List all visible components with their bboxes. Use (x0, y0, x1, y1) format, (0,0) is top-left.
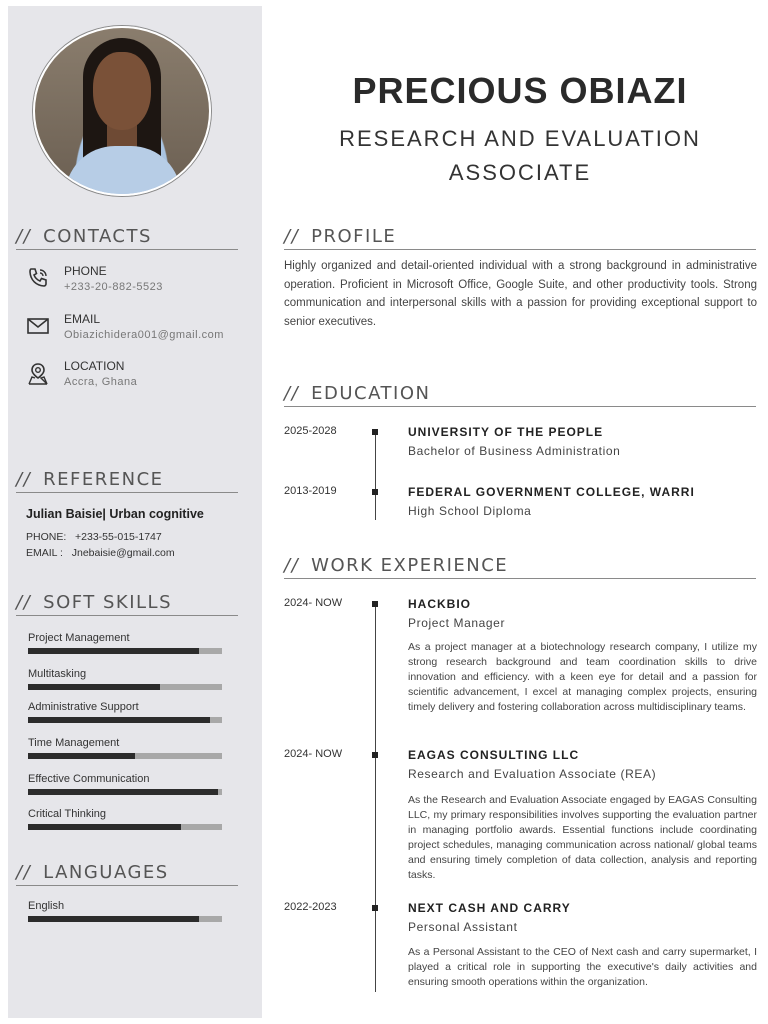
timeline-dot (372, 429, 378, 435)
languages-heading (16, 862, 238, 886)
contact-phone-value[interactable]: +233-20-882-5523 (64, 281, 163, 293)
profile-heading (284, 226, 756, 250)
skill-label: Project Management (28, 632, 130, 644)
language-label: English (28, 900, 65, 912)
work-company: NEXT CASH AND CARRY (408, 901, 571, 915)
work-position: Project Manager (408, 616, 506, 630)
work-position: Personal Assistant (408, 920, 518, 934)
timeline-dot (372, 905, 378, 911)
work-title: WORK EXPERIENCE (311, 555, 509, 576)
heading-slash: // (284, 383, 300, 404)
heading-slash: // (284, 226, 300, 247)
skill-bar (28, 648, 222, 654)
work-company: HACKBIO (408, 597, 471, 611)
education-date: 2013-2019 (284, 485, 337, 497)
heading-slash: // (16, 862, 32, 883)
timeline-dot (372, 489, 378, 495)
skill-bar-fill (28, 717, 210, 723)
skill-label: Effective Communication (28, 773, 150, 785)
location-icon (26, 362, 50, 386)
education-date: 2025-2028 (284, 425, 337, 437)
reference-phone-label: PHONE: (26, 531, 67, 543)
skill-bar-fill (28, 824, 181, 830)
contacts-title: CONTACTS (43, 226, 152, 247)
profile-text: Highly organized and detail-oriented individual with a strong background in administrative operation. Proficient in Microsoft Office, Google Suite, and other productivity tools. Strong communication and interpersonal skills with a passion for providing exceptional support to senior executives. (284, 260, 757, 328)
timeline-dot (372, 752, 378, 758)
work-heading (284, 555, 756, 579)
skill-bar (28, 753, 222, 759)
work-description: As a project manager at a biotechnology research company, I utilize my strong research background and team coordination skills to drive innovation and efficiency. with a keen eye for detail and a passion for scientific advancement, I excel at managing complex projects, ensuring timely delivery and fostering collaboration across multidisciplinary teams. (408, 641, 757, 713)
education-degree: High School Diploma (408, 504, 532, 518)
work-date: 2022-2023 (284, 901, 337, 913)
reference-heading (16, 469, 238, 493)
education-timeline (375, 430, 376, 520)
contact-location-value: Accra, Ghana (64, 376, 138, 388)
heading-slash: // (16, 226, 32, 247)
work-description: As the Research and Evaluation Associate engaged by EAGAS Consulting LLC, my primary responsibilities involves supporting the evaluation partner in managing portfolio awards. Essential functions include coordinating project schedules, managing communication across national/ global teams and ensuring timely completion of data collection, analysis and reporting tasks. (408, 794, 757, 881)
reference-email-label: EMAIL : (26, 547, 63, 559)
contact-email-label: EMAIL (64, 312, 101, 326)
work-timeline (375, 602, 376, 992)
education-institution: UNIVERSITY OF THE PEOPLE (408, 425, 604, 439)
heading-slash: // (16, 592, 32, 613)
reference-email-row (26, 547, 175, 559)
job-title-line: RESEARCH AND EVALUATION (339, 126, 701, 151)
profile-title: PROFILE (311, 226, 397, 247)
contact-phone-label: PHONE (64, 264, 107, 278)
profile-photo (33, 26, 211, 196)
phone-icon (26, 266, 50, 290)
heading-slash: // (16, 469, 32, 490)
skill-label: Administrative Support (28, 701, 139, 713)
reference-email[interactable]: Jnebaisie@gmail.com (71, 547, 175, 559)
skill-label: Time Management (28, 737, 120, 749)
work-date: 2024- NOW (284, 748, 343, 760)
soft-skills-title: SOFT SKILLS (43, 592, 173, 613)
work-date: 2024- NOW (284, 597, 343, 609)
skill-bar-fill (28, 753, 135, 759)
languages-title: LANGUAGES (43, 862, 169, 883)
reference-phone[interactable]: +233-55-015-1747 (75, 531, 162, 543)
contact-location-label: LOCATION (64, 359, 125, 373)
skill-bar (28, 684, 222, 690)
education-heading (284, 383, 756, 407)
language-bar-fill (28, 916, 199, 922)
education-degree: Bachelor of Business Administration (408, 444, 621, 458)
mail-icon (26, 314, 50, 338)
reference-title: REFERENCE (43, 469, 164, 490)
skill-bar (28, 789, 222, 795)
skill-label: Critical Thinking (28, 808, 107, 820)
skill-bar-fill (28, 648, 199, 654)
person-name: PRECIOUS OBIAZI (352, 70, 688, 111)
skill-bar-fill (28, 789, 218, 795)
heading-slash: // (284, 555, 300, 576)
contacts-heading (16, 226, 238, 250)
contact-email-value[interactable]: Obiazichidera001@gmail.com (64, 329, 224, 341)
reference-phone-row (26, 531, 162, 543)
education-title: EDUCATION (311, 383, 431, 404)
education-institution: FEDERAL GOVERNMENT COLLEGE, WARRI (408, 485, 695, 499)
skill-bar (28, 824, 222, 830)
skill-bar-fill (28, 684, 160, 690)
soft-skills-heading (16, 592, 238, 616)
work-position: Research and Evaluation Associate (REA) (408, 767, 657, 781)
work-company: EAGAS CONSULTING LLC (408, 748, 580, 762)
language-bar (28, 916, 222, 922)
reference-name: Julian Baisie| Urban cognitive (26, 507, 204, 521)
work-description: As a Personal Assistant to the CEO of Next cash and carry supermarket, I played a critical role in supporting the executive's daily activities and ensuring smooth operations within the organization. (408, 946, 757, 988)
job-title (285, 122, 755, 190)
timeline-dot (372, 601, 378, 607)
job-title-line: ASSOCIATE (448, 160, 592, 185)
skill-label: Multitasking (28, 668, 87, 680)
skill-bar (28, 717, 222, 723)
